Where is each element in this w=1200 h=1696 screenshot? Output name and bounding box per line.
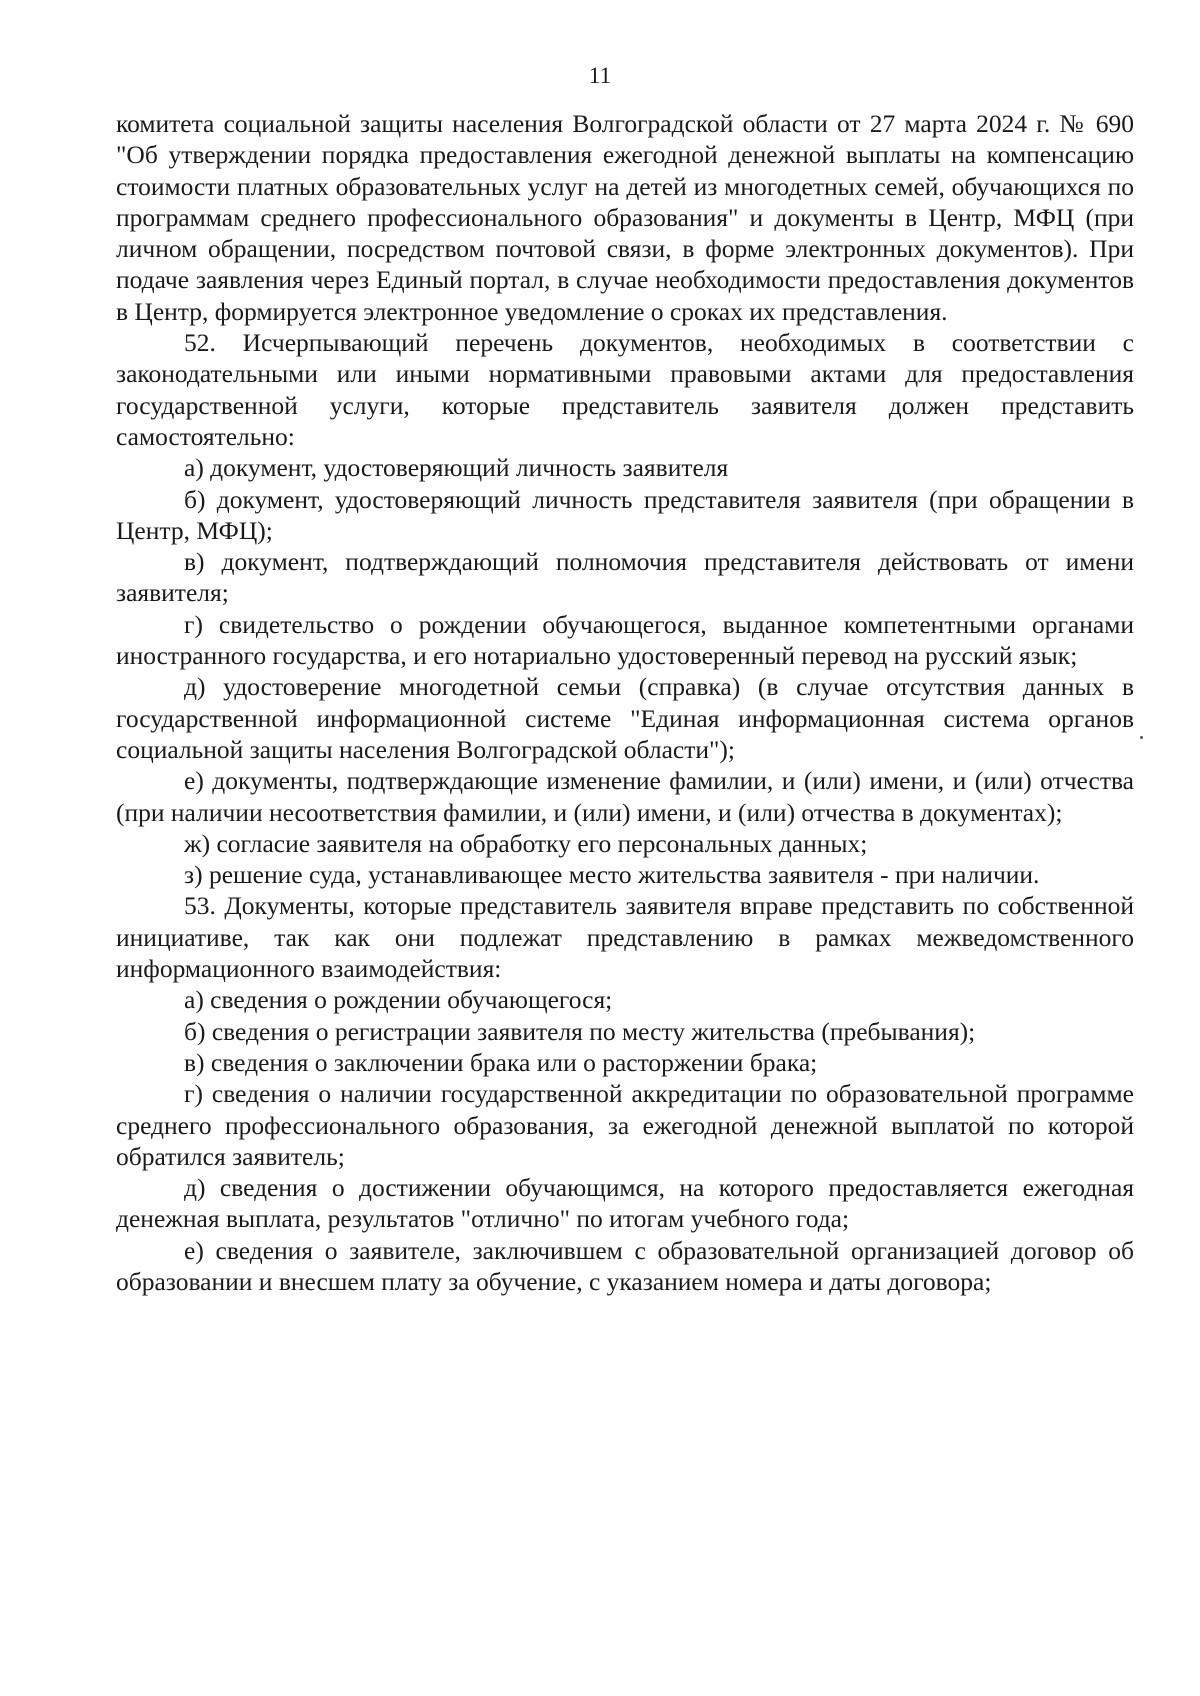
clause-52-item-b: б) документ, удостоверяющий личность представителя заявителя (при обращении в Центр, МФЦ);: [116, 484, 1134, 545]
clause-53-item-v: в) сведения о заключении брака или о расторжении брака;: [184, 1047, 818, 1077]
clause-53-item-a: а) сведения о рождении обучающегося;: [184, 985, 613, 1015]
clause-53-item-b: б) сведения о регистрации заявителя по месту жительства (пребывания);: [184, 1016, 976, 1046]
clause-52-item-v: в) документ, подтверждающий полномочия представителя действовать от имени заявителя;: [116, 547, 1134, 608]
scan-speck: [1140, 736, 1143, 739]
clause-52-item-d: д) удостоверение многодетной семьи (справка) (в случае отсутствия данных в государственной информационной системе "Единая информационная система органов социальной защиты населения Волгоградской области");: [116, 672, 1134, 764]
clause-52: 52. Исчерпывающий перечень документов, необходимых в соответствии с законодательными или иными нормативными правовыми актами для предоставления государственной услуги, которые представитель заявителя должен представить самостоятельно:: [116, 328, 1134, 451]
clause-53: 53. Документы, которые представитель заявителя вправе представить по собственной инициативе, так как они подлежат представлению в рамках межведомственного информационного взаимодействия:: [116, 891, 1134, 984]
clause-52-item-e: е) документы, подтверждающие изменение фамилии, и (или) имени, и (или) отчества (при наличии несоответствия фамилии, и (или) имени, и (или) отчества в документах);: [116, 766, 1134, 827]
clause-53-item-d: д) сведения о достижении обучающимся, на которого предоставляется ежегодная денежная выплата, результатов "отлично" по итогам учебного года;: [116, 1173, 1134, 1234]
clause-52-item-g: г) свидетельство о рождении обучающегося, выданное компетентными органами иностранного государства, и его нотариально удостоверенный перевод на русский язык;: [116, 609, 1134, 671]
document-body: [116, 108, 1134, 1297]
clause-53-item-e: е) сведения о заявителе, заключившем с образовательной организацией договор об образовании и внесшем плату за обучение, с указанием номера и даты договора;: [116, 1235, 1134, 1296]
paragraph-continuation: комитета социальной защиты населения Волгоградской области от 27 марта 2024 г. № 690 "Об утверждении порядка предоставления ежегодной денежной выплаты на компенсацию стоимости платных образовательных услуг на детей из многодетных семей, обучающихся по программам среднего профессионального образования" и документы в Центр, МФЦ (при личном обращении, посредством почтовой связи, в форме электронных документов). При подаче заявления через Единый портал, в случае необходимости предоставления документов в Центр, формируется электронное уведомление о сроках их представления.: [116, 109, 1134, 326]
clause-53-item-g: г) сведения о наличии государственной аккредитации по образовательной программе среднего профессионального образования, за ежегодной денежной выплатой по которой обратился заявитель;: [116, 1079, 1134, 1171]
clause-52-item-zh: ж) согласие заявителя на обработку его персональных данных;: [184, 828, 868, 858]
clause-52-item-z: з) решение суда, устанавливающее место жительства заявителя - при наличии.: [184, 860, 1040, 890]
clause-52-item-a: а) документ, удостоверяющий личность заявителя: [184, 453, 729, 483]
page-number: 11: [588, 63, 612, 88]
